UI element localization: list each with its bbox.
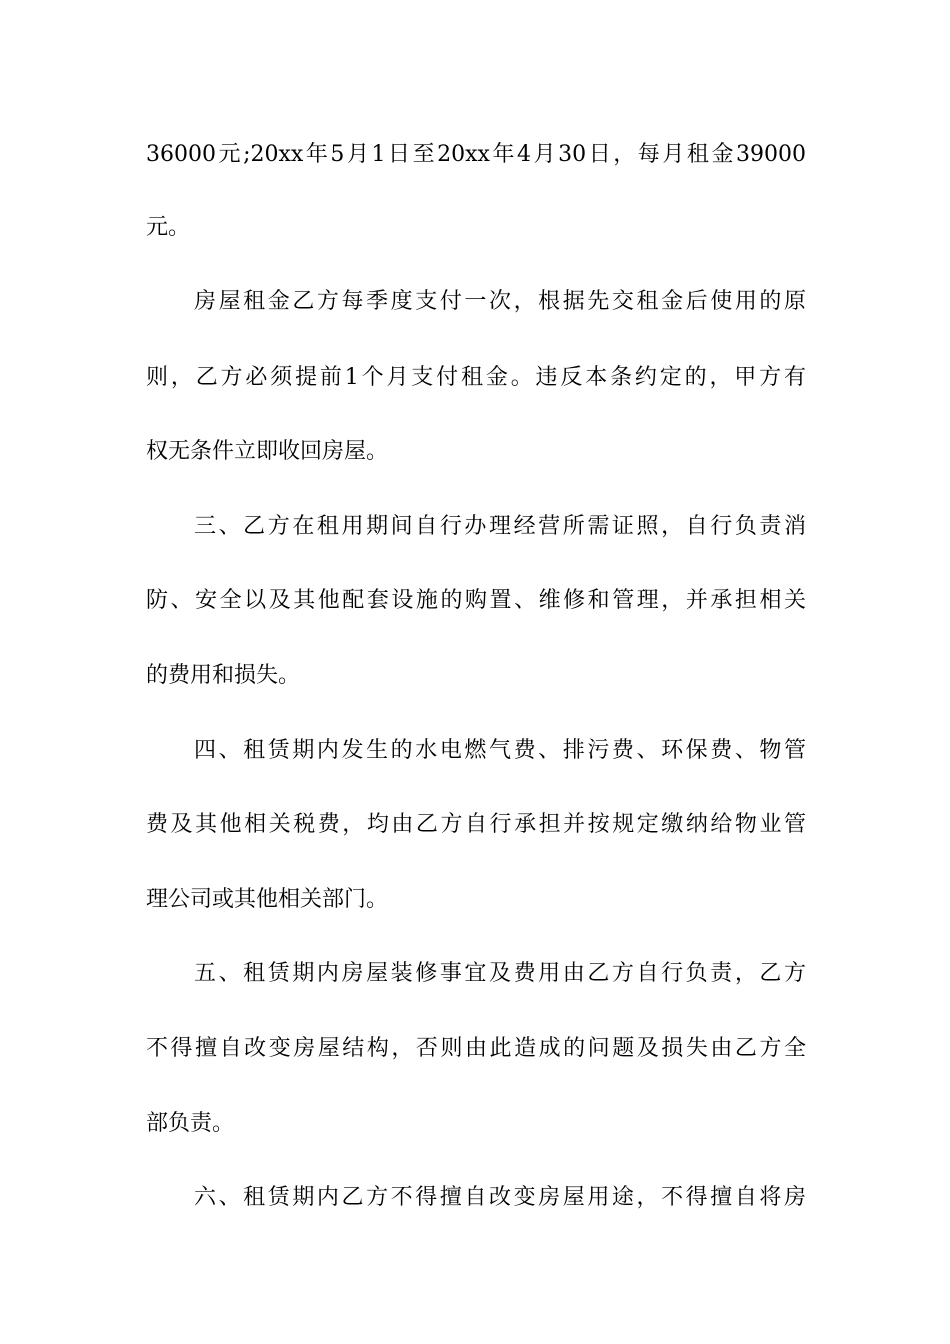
text-line-9: 四、租赁期内发生的水电燃气费、排污费、环保费、物管 (194, 738, 806, 763)
text-line-12: 五、租赁期内房屋装修事宜及费用由乙方自行负责，乙方 (194, 961, 806, 986)
text-line-2: 元。 (146, 215, 191, 240)
text-line-3: 房屋租金乙方每季度支付一次，根据先交租金后使用的原 (194, 289, 806, 314)
text-line-5: 权无条件立即收回房屋。 (146, 439, 389, 464)
text-line-6: 三、乙方在租用期间自行办理经营所需证照，自行负责消 (194, 514, 806, 539)
text-line-4: 则，乙方必须提前1个月支付租金。违反本条约定的，甲方有 (146, 365, 806, 390)
text-line-13: 不得擅自改变房屋结构，否则由此造成的问题及损失由乙方全 (146, 1036, 806, 1061)
text-line-11: 理公司或其他相关部门。 (146, 887, 389, 912)
text-line-10: 费及其他相关税费，均由乙方自行承担并按规定缴纳给物业管 (146, 812, 806, 837)
text-line-7: 防、安全以及其他配套设施的购置、维修和管理，并承担相关 (146, 588, 806, 613)
text-line-1: 36000元;20xx年5月1日至20xx年4月30日，每月租金39000 (146, 142, 806, 167)
text-line-15: 六、租赁期内乙方不得擅自改变房屋用途，不得擅自将房 (194, 1185, 806, 1210)
text-line-14: 部负责。 (146, 1111, 235, 1136)
text-line-8: 的费用和损失。 (146, 663, 301, 688)
